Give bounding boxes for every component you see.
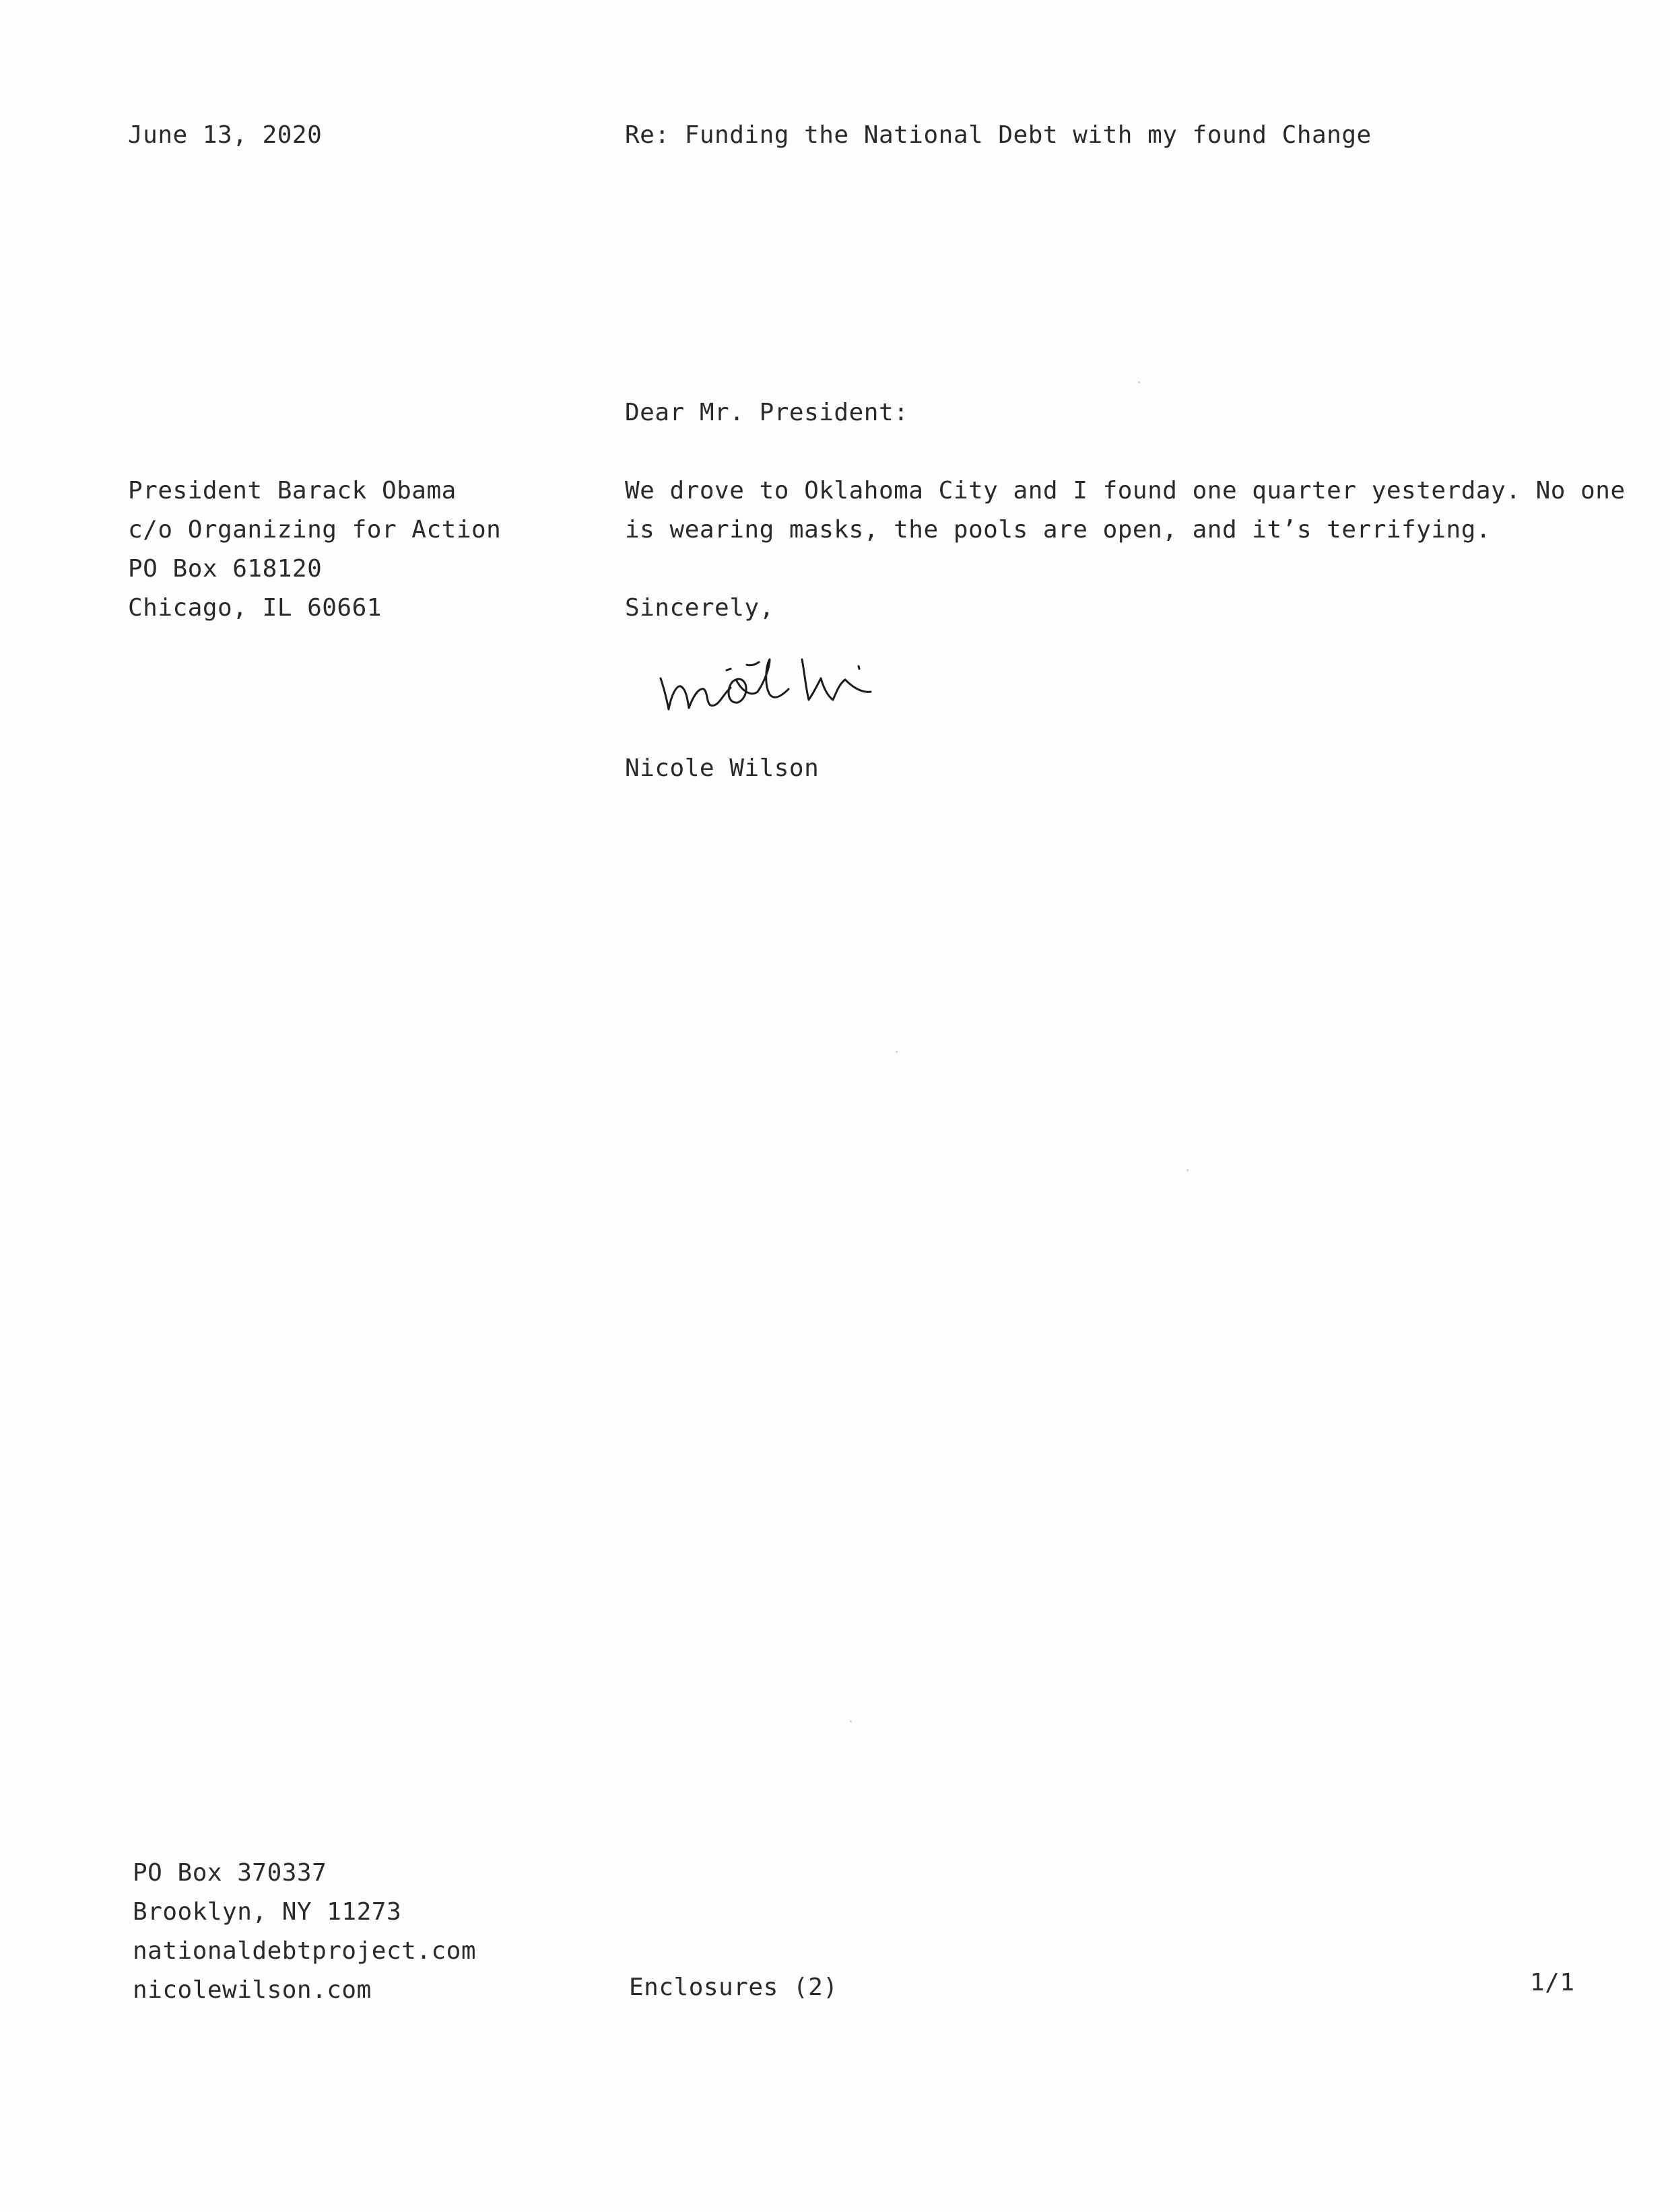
letter-body-line: We drove to Oklahoma City and I found one quarter yesterday. No one: [625, 477, 1626, 505]
scan-speck: [896, 1051, 898, 1053]
scan-speck: [1138, 381, 1140, 383]
salutation: Dear Mr. President:: [625, 399, 909, 426]
scan-speck: [850, 1720, 852, 1722]
letter-body: [625, 471, 1626, 550]
sender-address-line: Brooklyn, NY 11273: [133, 1898, 402, 1926]
enclosures-note: Enclosures (2): [629, 1974, 838, 2001]
recipient-address-line: c/o Organizing for Action: [128, 516, 502, 544]
sender-website-line: nationaldebtproject.com: [133, 1937, 476, 1965]
recipient-address-line: President Barack Obama: [128, 477, 457, 505]
sender-website-line: nicolewilson.com: [133, 1976, 372, 2004]
sender-address: [133, 1854, 476, 2010]
letter-date: June 13, 2020: [128, 121, 323, 149]
recipient-address-line: Chicago, IL 60661: [128, 594, 382, 622]
letter-subject: Re: Funding the National Debt with my found Change: [625, 121, 1372, 149]
recipient-address-line: PO Box 618120: [128, 555, 323, 583]
recipient-address: [128, 471, 501, 628]
sender-address-line: PO Box 370337: [133, 1859, 327, 1887]
signer-name: Nicole Wilson: [625, 754, 820, 782]
letter-body-line: is wearing masks, the pools are open, and it’s terrifying.: [625, 516, 1492, 544]
page-number: 1/1: [1530, 1969, 1575, 1996]
handwritten-signature: [657, 630, 1007, 724]
closing: Sincerely,: [625, 594, 774, 622]
scan-speck: [1187, 1169, 1189, 1171]
